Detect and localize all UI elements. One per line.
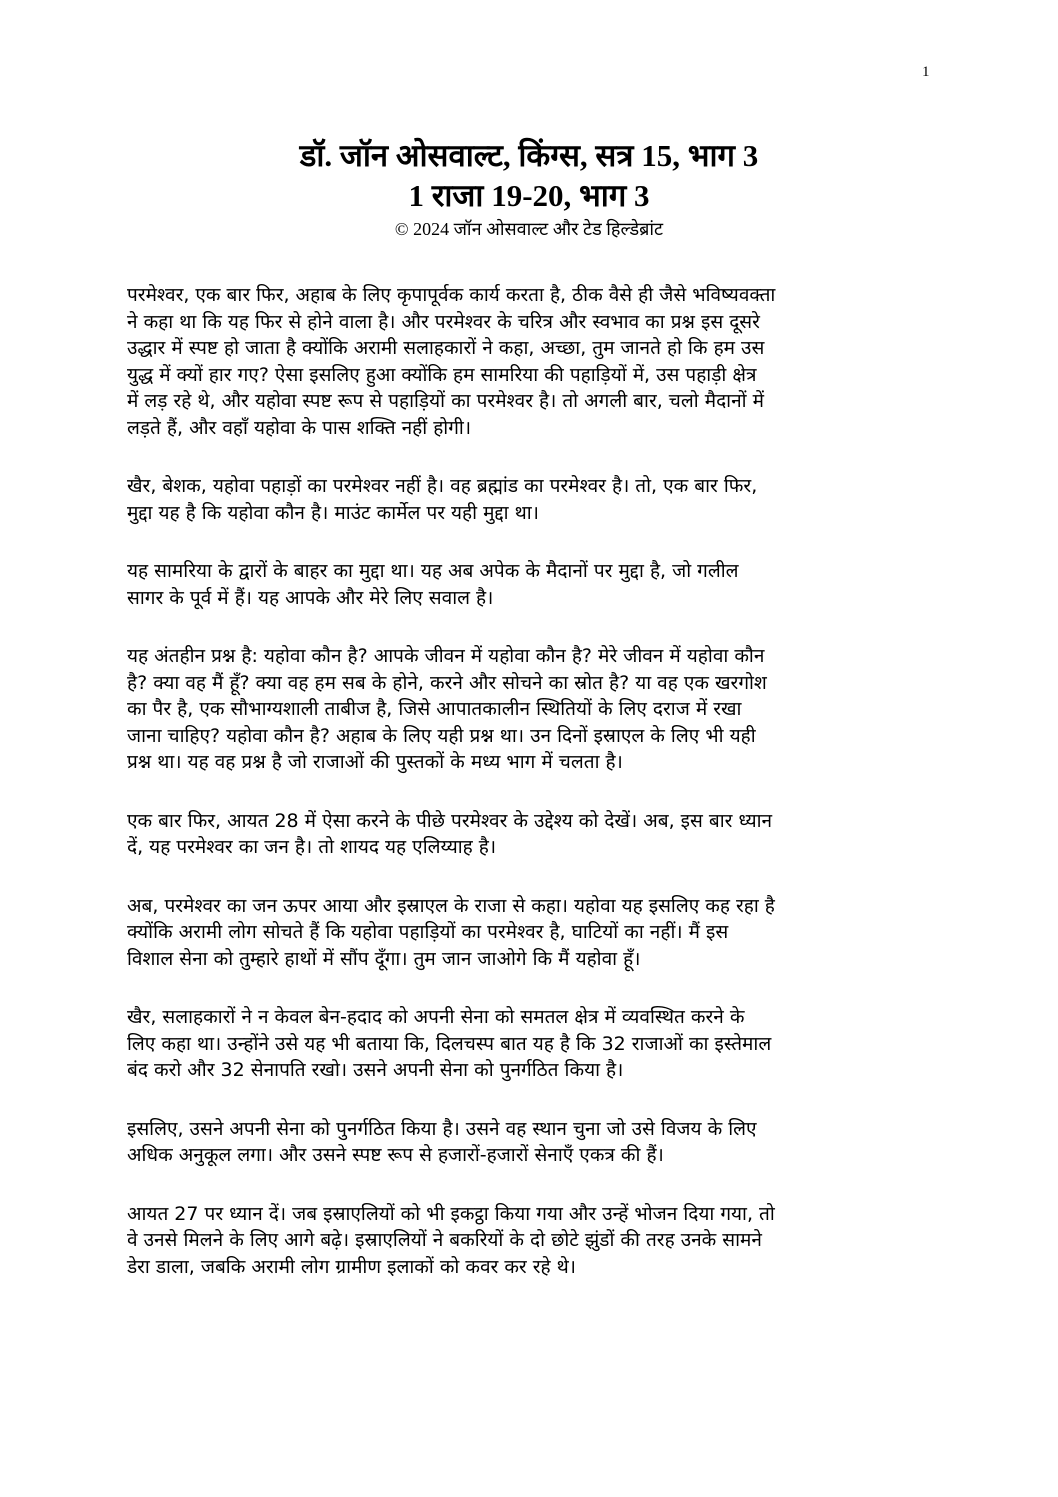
paragraph-line: मुद्दा यह है कि यहोवा कौन है। माउंट कार्मेल पर यही मुद्दा था। [127,501,539,524]
paragraph-line: का पैर है, एक सौभाग्यशाली ताबीज है, जिसे आपातकालीन स्थितियों के लिए दराज में रखा [127,698,742,720]
paragraph [127,643,947,776]
document-body [127,282,947,1312]
copyright-notice: © 2024 जॉन ओसवाल्ट और टेड हिल्डेब्रांट [394,219,664,239]
paragraph-line: वे उनसे मिलने के लिए आगे बढ़े। इस्राएलियों ने बकरियों के दो छोटे झुंडों की तरह उनके सामने [127,1229,762,1251]
paragraph-line: क्योंकि अरामी लोग सोचते हैं कि यहोवा पहाड़ियों का परमेश्वर है, घाटियों का नहीं। मैं इस [127,921,729,943]
page-number: 1 [922,64,930,80]
paragraph-line: इसलिए, उसने अपनी सेना को पुनर्गठित किया है। उसने वह स्थान चुना जो उसे विजय के लिए [127,1117,757,1140]
paragraph-line: जाना चाहिए? यहोवा कौन है? अहाब के लिए यही प्रश्न था। उन दिनों इस्राएल के लिए भी यही [127,724,756,747]
paragraph-line: प्रश्न था। यह वह प्रश्न है जो राजाओं की पुस्तकों के मध्य भाग में चलता है। [127,751,623,773]
paragraph [127,893,947,973]
paragraph-line: बंद करो और 32 सेनापति रखो। उसने अपनी सेना को पुनर्गठित किया है। [127,1059,624,1081]
paragraph-line: युद्ध में क्यों हार गए? ऐसा इसलिए हुआ क्योंकि हम सामरिया की पहाड़ियों में, उस पहाड़ी क्षेत्र [127,363,757,386]
paragraph [127,558,947,611]
paragraph-line: खैर, सलाहकारों ने न केवल बेन-हदाद को अपनी सेना को समतल क्षेत्र में व्यवस्थित करने के [127,1006,745,1028]
paragraph-line: लड़ते हैं, और वहाँ यहोवा के पास शक्ति नहीं होगी। [127,416,472,439]
paragraph [127,473,947,526]
document-header [0,136,1058,242]
paragraph-line: यह सामरिया के द्वारों के बाहर का मुद्दा था। यह अब अपेक के मैदानों पर मुद्दा है, जो गलील [127,560,739,582]
paragraph-line: उद्धार में स्पष्ट हो जाता है क्योंकि अरामी सलाहकारों ने कहा, अच्छा, तुम जानते हो कि हम उस [127,337,765,359]
paragraph-line: परमेश्वर, एक बार फिर, अहाब के लिए कृपापूर्वक कार्य करता है, ठीक वैसे ही जैसे भविष्यवक्ता [127,284,776,306]
paragraph [127,282,947,441]
paragraph-line: खैर, बेशक, यहोवा पहाड़ों का परमेश्वर नहीं है। वह ब्रह्मांड का परमेश्वर है। तो, एक बार फिर, [127,475,758,497]
paragraph-line: यह अंतहीन प्रश्न है: यहोवा कौन है? आपके जीवन में यहोवा कौन है? मेरे जीवन में यहोवा कौन [127,645,765,667]
document-title: डॉ. जॉन ओसवाल्ट, किंग्स, सत्र 15, भाग 3 [299,138,759,173]
paragraph-line: अब, परमेश्वर का जन ऊपर आया और इस्राएल के राजा से कहा। यहोवा यह इसलिए कह रहा है [127,894,775,917]
paragraph-line: है? क्या वह मैं हूँ? क्या वह हम सब के होने, करने और सोचने का स्रोत है? या वह एक खरगोश [127,671,767,694]
document-subtitle: 1 राजा 19-20, भाग 3 [408,178,650,213]
paragraph-line: आयत 27 पर ध्यान दें। जब इस्राएलियों को भी इकट्ठा किया गया और उन्हें भोजन दिया गया, तो [127,1202,775,1225]
paragraph [127,1116,947,1169]
paragraph-line: दें, यह परमेश्वर का जन है। तो शायद यह एलिय्याह है। [127,836,497,858]
paragraph [127,1201,947,1281]
paragraph-line: डेरा डाला, जबकि अरामी लोग ग्रामीण इलाकों को कवर कर रहे थे। [127,1255,576,1278]
paragraph-line: एक बार फिर, आयत 28 में ऐसा करने के पीछे परमेश्वर के उद्देश्य को देखें। अब, इस बार ध्यान [127,809,773,832]
paragraph [127,808,947,861]
paragraph [127,1004,947,1084]
paragraph-line: ने कहा था कि यह फिर से होने वाला है। और परमेश्वर के चरित्र और स्वभाव का प्रश्न इस दूसरे [127,310,760,333]
paragraph-line: विशाल सेना को तुम्हारे हाथों में सौंप दूँगा। तुम जान जाओगे कि मैं यहोवा हूँ। [127,947,641,970]
paragraph-line: में लड़ रहे थे, और यहोवा स्पष्ट रूप से पहाड़ियों का परमेश्वर है। तो अगली बार, चलो मैदानों में [127,390,764,412]
paragraph-line: अधिक अनुकूल लगा। और उसने स्पष्ट रूप से हजारों-हजारों सेनाएँ एकत्र की हैं। [127,1144,664,1166]
paragraph-line: सागर के पूर्व में हैं। यह आपके और मेरे लिए सवाल है। [127,586,494,609]
paragraph-line: लिए कहा था। उन्होंने उसे यह भी बताया कि, दिलचस्प बात यह है कि 32 राजाओं का इस्तेमाल [127,1032,772,1055]
